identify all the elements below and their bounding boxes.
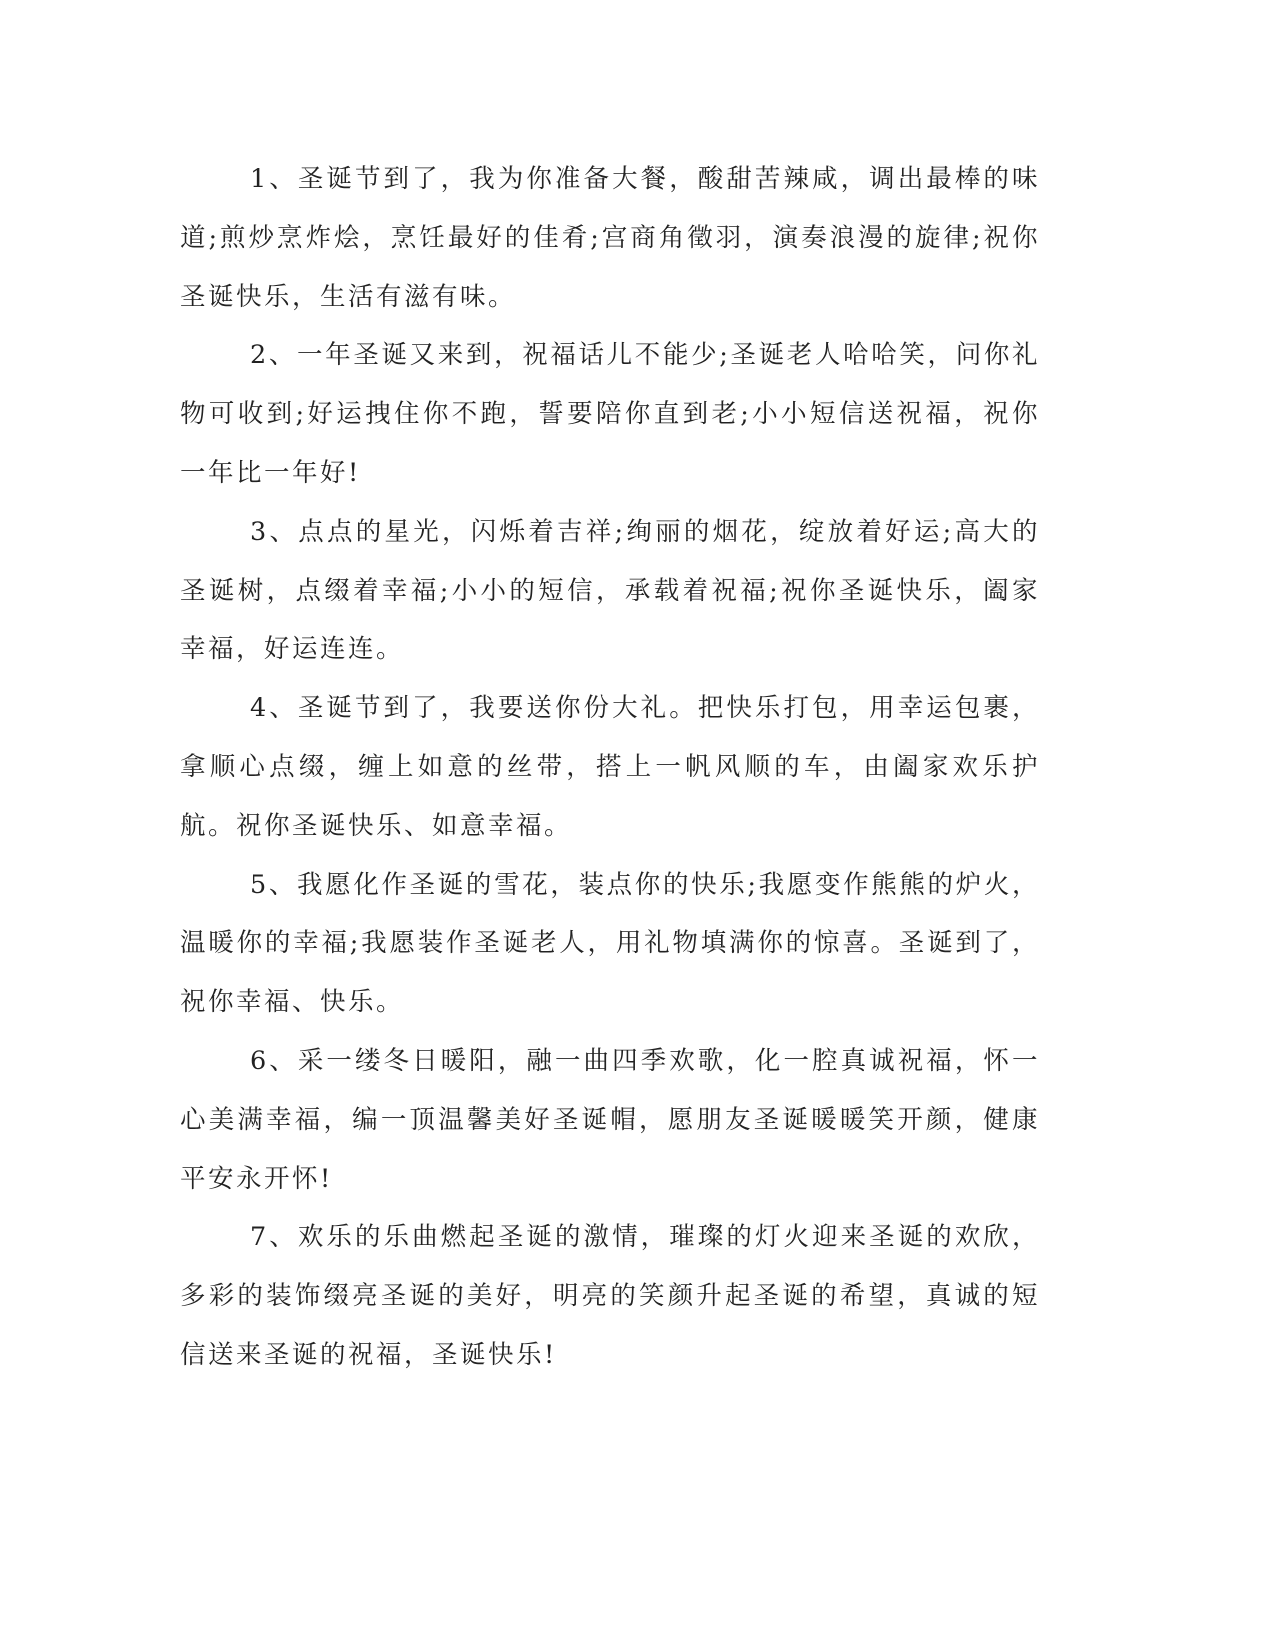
paragraph-2: 2、一年圣诞又来到，祝福话儿不能少;圣诞老人哈哈笑，问你礼物可收到;好运拽住你不跑，誓要陪你直到老;小小短信送祝福，祝你一年比一年好! [180, 340, 1040, 488]
paragraph-3: 3、点点的星光，闪烁着吉祥;绚丽的烟花，绽放着好运;高大的圣诞树，点缀着幸福;小小的短信，承载着祝福;祝你圣诞快乐，阖家幸福，好运连连。 [180, 516, 1040, 665]
paragraph-6: 6、采一缕冬日暖阳，融一曲四季欢歌，化一腔真诚祝福，怀一心美满幸福，编一顶温馨美好圣诞帽，愿朋友圣诞暖暖笑开颜，健康平安永开怀! [180, 1045, 1040, 1194]
paragraph-1: 1、圣诞节到了，我为你准备大餐，酸甜苦辣咸，调出最棒的味道;煎炒烹炸烩，烹饪最好的佳肴;宫商角徵羽，演奏浪漫的旋律;祝你圣诞快乐，生活有滋有味。 [180, 164, 1040, 312]
document-body [180, 150, 1040, 1385]
paragraph-4: 4、圣诞节到了，我要送你份大礼。把快乐打包，用幸运包裹，拿顺心点缀，缠上如意的丝带，搭上一帆风顺的车，由阖家欢乐护航。祝你圣诞快乐、如意幸福。 [180, 693, 1040, 841]
paragraph-7: 7、欢乐的乐曲燃起圣诞的激情，璀璨的灯火迎来圣诞的欢欣，多彩的装饰缀亮圣诞的美好，明亮的笑颜升起圣诞的希望，真诚的短信送来圣诞的祝福，圣诞快乐! [180, 1222, 1040, 1370]
paragraph-5: 5、我愿化作圣诞的雪花，装点你的快乐;我愿变作熊熊的炉火，温暖你的幸福;我愿装作圣诞老人，用礼物填满你的惊喜。圣诞到了，祝你幸福、快乐。 [180, 869, 1040, 1018]
